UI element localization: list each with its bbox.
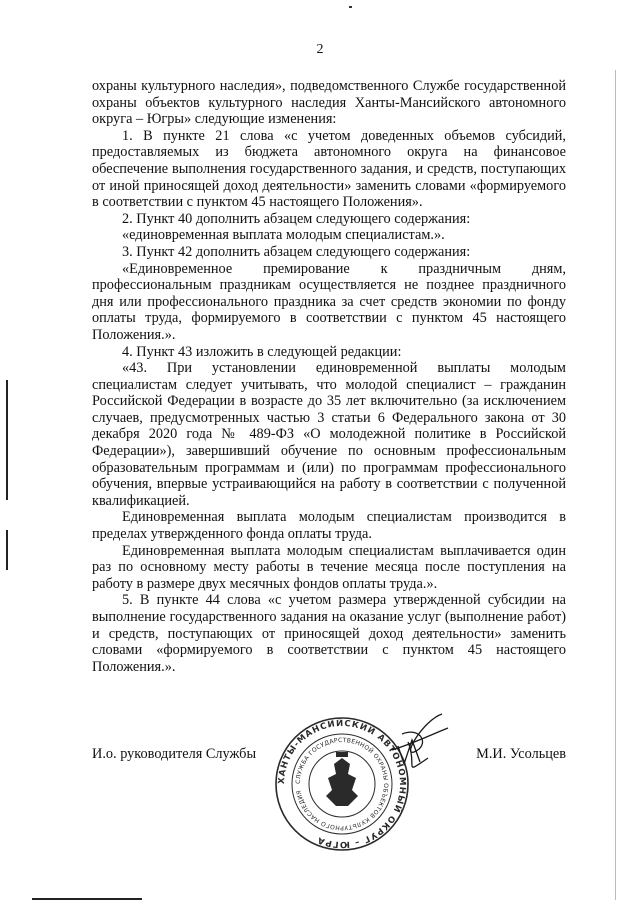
- signatory-title: И.о. руководителя Службы: [92, 746, 257, 762]
- signatory-name: М.И. Усольцев: [476, 746, 566, 762]
- document-body: [92, 78, 566, 675]
- scan-artifact: [349, 6, 352, 8]
- paragraph-item-3-quote: «Единовременное премирование к праздничным дням, профессиональным праздникам осуществляется не позднее праздничного дня или профессионального праздника за счет средств экономии по фонду оплаты труда, формируемого в соответствии с пунктом 45 настоящего Положения.».: [92, 260, 566, 343]
- page-number: 2: [316, 42, 324, 57]
- seal-inner-text: СЛУЖБА ГОСУДАРСТВЕННОЙ ОХРАНЫ ОБЪЕКТОВ КУЛЬТУРНОГО НАСЛЕДИЯ: [294, 736, 390, 832]
- scan-artifact: [6, 380, 8, 500]
- paragraph-item-4-quote-3: Единовременная выплата молодым специалистам выплачивается один раз по основному месту работы в течение месяца после поступления на работу в размере двух месячных фондов оплаты труда.».: [92, 542, 566, 592]
- signature-block: [92, 718, 566, 896]
- scan-artifact: [32, 898, 142, 900]
- scan-artifact: [615, 70, 616, 900]
- paragraph-item-4-quote: «43. При установлении единовременной выплаты молодым специалистам следует учитывать, что молодой специалист – гражданин Российской Федерации в возрасте до 35 лет включительно (за исключением случаев, предусмотренных частью 3 статьи 6 Федерального закона от 30 декабря 2020 года № 489-ФЗ «О молодежной политике в Российской Федерации»), завершивший обучение по основным профессиональным образовательным программам и (или) по программам профессионального обучения, впервые устраивающийся на работу в соответствии с полученной квалификацией.: [92, 360, 566, 509]
- paragraph-item-5: 5. В пункте 44 слова «с учетом размера утвержденной субсидии на выполнение государственного задания на оказание услуг (выполнение работ) и средств, поступающих от приносящей доход деятельности» заменить словами «формируемого в соответствии с пунктом 45 настоящего Положения.».: [92, 592, 566, 675]
- scan-artifact: [6, 530, 8, 570]
- seal-outer-text: ХАНТЫ-МАНСИЙСКИЙ АВТОНОМНЫЙ ОКРУГ – ЮГРА: [276, 718, 408, 850]
- official-seal-icon: [252, 706, 452, 856]
- paragraph-item-4: 4. Пункт 43 изложить в следующей редакции:: [122, 343, 402, 360]
- paragraph-intro: охраны культурного наследия», подведомственного Службе государственной охраны объектов культурного наследия Ханты-Мансийского автономного округа – Югры» следующие изменения:: [92, 78, 566, 128]
- paragraph-item-4-quote-2: Единовременная выплата молодым специалистам производится в пределах утвержденного фонда оплаты труда.: [92, 509, 566, 543]
- paragraph-item-1: 1. В пункте 21 слова «с учетом доведенных объемов субсидий, предоставляемых из бюджета автономного округа на финансовое обеспечение выполнения государственного задания, и средств, поступающих от иной приносящей доход деятельности» заменить словами «формируемого в соответствии с пунктом 45 настоящего Положения».: [92, 127, 566, 211]
- paragraph-item-2: 2. Пункт 40 дополнить абзацем следующего содержания:: [122, 210, 471, 227]
- paragraph-item-3: 3. Пункт 42 дополнить абзацем следующего содержания:: [122, 243, 471, 260]
- paragraph-item-2-quote: «единовременная выплата молодым специалистам.».: [122, 227, 445, 244]
